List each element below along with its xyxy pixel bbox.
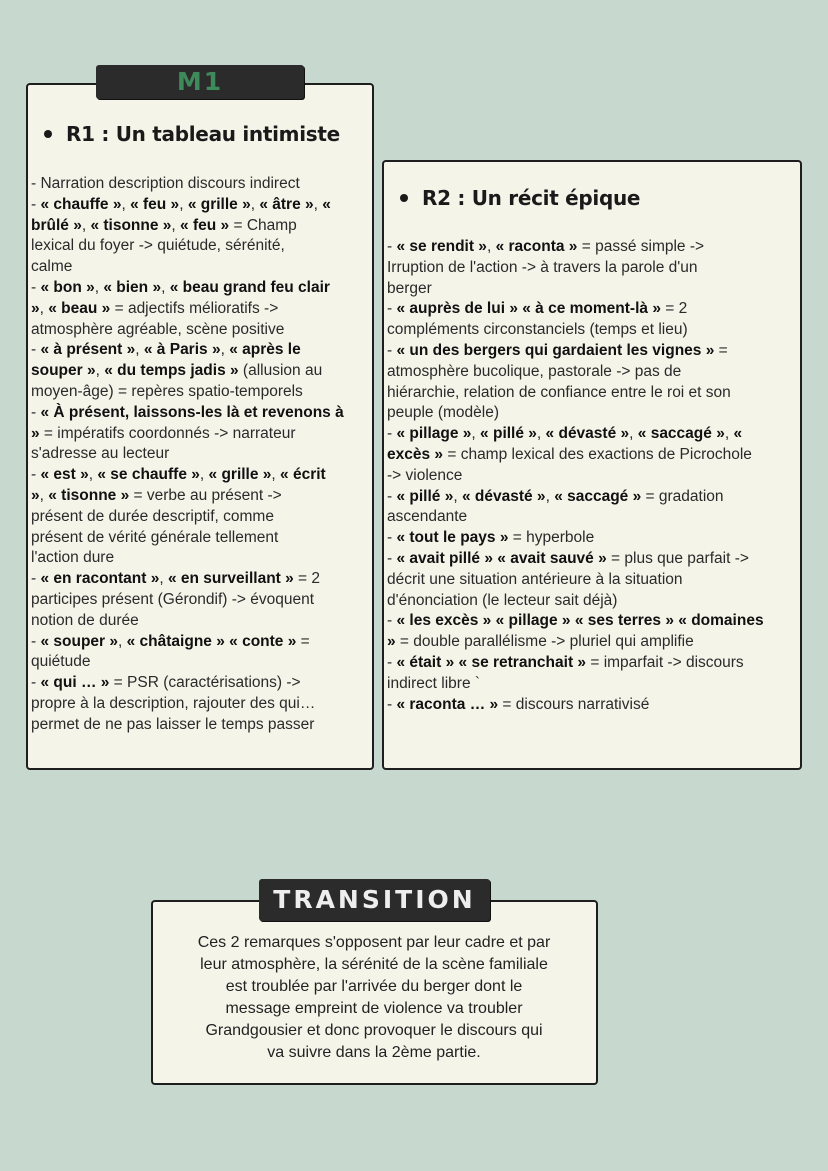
- text-line: permet de ne pas laisser le temps passer: [31, 715, 315, 733]
- text-line: », « tisonne » = verbe au présent ->: [31, 486, 282, 504]
- text-line: va suivre dans la 2ème partie.: [267, 1044, 481, 1061]
- text-line: atmosphère agréable, scène positive: [31, 320, 285, 338]
- text-line: - « est », « se chauffe », « grille », « écrit: [31, 466, 326, 484]
- text-line: Ces 2 remarques s'opposent par leur cadre et par: [197, 934, 551, 951]
- text-line: leur atmosphère, la sérénité de la scène familiale: [200, 956, 548, 973]
- r1-heading: [44, 122, 340, 146]
- text-line: -> violence: [387, 466, 463, 484]
- text-line: brûlé », « tisonne », « feu » = Champ: [31, 216, 297, 234]
- m1-tab: [96, 65, 304, 99]
- transition-text: [156, 932, 592, 1064]
- text-line: propre à la description, rajouter des qui…: [31, 694, 316, 712]
- text-line: l'action dure: [31, 549, 115, 567]
- text-line: notion de durée: [31, 611, 139, 629]
- text-line: est troublée par l'arrivée du berger dont le: [225, 978, 523, 995]
- text-line: souper », « du temps jadis » (allusion au: [31, 362, 323, 380]
- text-line: - « avait pillé » « avait sauvé » = plus que parfait ->: [387, 549, 749, 567]
- text-line: - « tout le pays » = hyperbole: [387, 529, 595, 547]
- text-line: s'adresse au lecteur: [31, 445, 170, 463]
- text-line: compléments circonstanciels (temps et lieu): [387, 321, 688, 339]
- text-line: présent de vérité générale tellement: [31, 528, 279, 546]
- text-line: décrit une situation antérieure à la situation: [387, 570, 683, 588]
- text-line: », « beau » = adjectifs mélioratifs ->: [31, 299, 279, 317]
- text-line: - Narration description discours indirect: [31, 175, 300, 192]
- text-line: ascendante: [387, 508, 468, 526]
- transition-tab: [259, 879, 490, 921]
- text-line: Irruption de l'action -> à travers la parole d'un: [387, 258, 698, 276]
- text-line: - « À présent, laissons-les là et revenons à: [31, 403, 344, 421]
- text-line: présent de durée descriptif, comme: [31, 507, 274, 525]
- r2-heading-text: R2 : Un récit épique: [422, 186, 641, 210]
- r2-text: [387, 237, 764, 715]
- text-line: - « pillage », « pillé », « dévasté », « saccagé », «: [387, 425, 743, 443]
- text-line: message empreint de violence va troubler: [225, 1000, 523, 1017]
- text-line: - « un des bergers qui gardaient les vignes » =: [387, 341, 728, 359]
- text-line: peuple (modèle): [387, 404, 500, 422]
- text-line: - « chauffe », « feu », « grille », « âtre », «: [31, 195, 331, 213]
- text-line: - « en racontant », « en surveillant » = 2: [31, 570, 321, 588]
- bullet-icon: [44, 130, 52, 138]
- text-line: - « était » « se retranchait » = imparfait -> discours: [387, 653, 744, 671]
- r1-heading-text: R1 : Un tableau intimiste: [66, 122, 340, 146]
- r1-text: [31, 174, 344, 736]
- text-line: - « raconta … » = discours narrativisé: [387, 695, 650, 713]
- text-line: participes présent (Gérondif) -> évoquent: [31, 590, 315, 608]
- text-line: indirect libre `: [387, 674, 481, 692]
- text-line: - « souper », « châtaigne » « conte » =: [31, 632, 310, 650]
- text-line: - « auprès de lui » « à ce moment-là » = 2: [387, 300, 688, 318]
- text-line: berger: [387, 279, 432, 297]
- text-line: - « bon », « bien », « beau grand feu clair: [31, 278, 330, 296]
- transition-tab-label: TRANSITION: [273, 885, 476, 914]
- r2-heading: [400, 186, 640, 210]
- text-line: hiérarchie, relation de confiance entre le roi et son: [387, 383, 731, 401]
- text-line: - « à présent », « à Paris », « après le: [31, 341, 301, 359]
- text-line: - « pillé », « dévasté », « saccagé » = gradation: [387, 487, 724, 505]
- text-line: moyen-âge) = repères spatio-temporels: [31, 382, 303, 400]
- text-line: » = impératifs coordonnés -> narrateur: [31, 424, 296, 442]
- text-line: - « qui … » = PSR (caractérisations) ->: [31, 674, 301, 692]
- text-line: excès » = champ lexical des exactions de Picrochole: [387, 445, 752, 463]
- text-line: - « se rendit », « raconta » = passé simple ->: [387, 238, 705, 255]
- text-line: quiétude: [31, 653, 91, 671]
- text-line: » = double parallélisme -> pluriel qui amplifie: [387, 633, 694, 651]
- text-line: calme: [31, 258, 73, 276]
- bullet-icon: [400, 194, 408, 202]
- text-line: Grandgousier et donc provoquer le discours qui: [205, 1022, 543, 1039]
- text-line: lexical du foyer -> quiétude, sérénité,: [31, 237, 285, 255]
- text-line: d'énonciation (le lecteur sait déjà): [387, 591, 618, 609]
- m1-tab-label: M1: [176, 67, 224, 96]
- text-line: - « les excès » « pillage » « ses terres » « domaines: [387, 612, 764, 630]
- text-line: atmosphère bucolique, pastorale -> pas de: [387, 362, 682, 380]
